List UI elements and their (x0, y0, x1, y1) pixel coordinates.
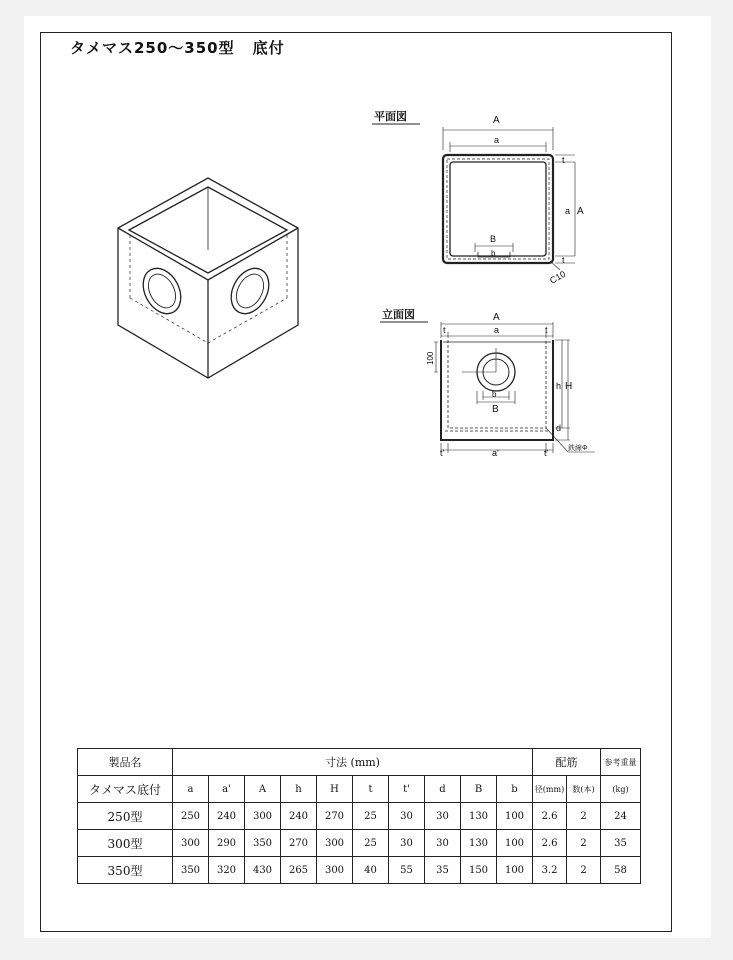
cell-weight: 58 (601, 857, 641, 884)
cell: 290 (209, 830, 245, 857)
cell: 240 (281, 803, 317, 830)
cell: 265 (281, 857, 317, 884)
cell-count: 2 (567, 803, 601, 830)
header-weight: 参考重量 (601, 749, 641, 776)
cell: 300 (317, 857, 353, 884)
elev-dim-t-left: t (443, 325, 446, 335)
cell: 30 (425, 830, 461, 857)
iso-left-hole-outer (136, 262, 189, 320)
plan-dim-A: A (493, 115, 500, 126)
subheader-col: B (461, 776, 497, 803)
subheader-col: a' (209, 776, 245, 803)
header-dimensions: 寸法 (mm) (173, 749, 533, 776)
cell: 40 (353, 857, 389, 884)
subheader-diameter: 径(mm) (533, 776, 567, 803)
elev-dim-t2-left: t' (440, 448, 445, 458)
elev-dim-B: B (492, 404, 499, 415)
cell-diameter: 2.6 (533, 830, 567, 857)
plan-dim-a-side: a (565, 206, 571, 216)
cell-weight: 35 (601, 830, 641, 857)
subheader-name: タメマス底付 (78, 776, 173, 803)
row-name: 250型 (78, 803, 173, 830)
cell-count: 2 (567, 857, 601, 884)
cell: 240 (209, 803, 245, 830)
cell-diameter: 2.6 (533, 803, 567, 830)
row-name: 350型 (78, 857, 173, 884)
plan-chamfer-leader (550, 261, 560, 270)
plan-hidden-line (447, 159, 549, 259)
cell: 30 (389, 830, 425, 857)
cell: 100 (497, 803, 533, 830)
subheader-col: h (281, 776, 317, 803)
subheader-col: t' (389, 776, 425, 803)
cell: 100 (497, 857, 533, 884)
table-row (78, 857, 641, 884)
plan-dim-B: B (490, 234, 497, 244)
cell: 25 (353, 830, 389, 857)
iso-left-hole-inner (143, 269, 181, 312)
cell: 30 (425, 803, 461, 830)
cell: 35 (425, 857, 461, 884)
subheader-col: H (317, 776, 353, 803)
subheader-count: 数(本) (567, 776, 601, 803)
spec-table (77, 748, 641, 884)
table-subheader-row (78, 776, 641, 803)
plan-dim-a: a (494, 135, 500, 145)
subheader-col: d (425, 776, 461, 803)
cell: 300 (245, 803, 281, 830)
table-header-row (78, 749, 641, 776)
elev-dim-h: h (556, 381, 562, 391)
elev-dim-H: H (565, 381, 573, 392)
elev-dim-t-right: t (545, 325, 548, 335)
subheader-unit: (kg) (601, 776, 641, 803)
isometric-view (118, 178, 298, 378)
plan-inner-wall (450, 162, 546, 256)
title-sub: 底付 (252, 39, 285, 57)
cell: 350 (245, 830, 281, 857)
table-row (78, 830, 641, 857)
plan-outer-wall (443, 155, 553, 263)
cell: 250 (173, 803, 209, 830)
elev-dim-A: A (493, 312, 500, 323)
subheader-col: a (173, 776, 209, 803)
cell-weight: 24 (601, 803, 641, 830)
iso-right-hole-outer (224, 262, 277, 320)
plan-dim-t-bottom: t (562, 255, 565, 265)
elevation-view (380, 307, 595, 458)
subheader-col: b (497, 776, 533, 803)
cell: 100 (497, 830, 533, 857)
elev-dim-a2: a' (492, 448, 499, 458)
cell: 350 (173, 857, 209, 884)
plan-dim-t-top: t (562, 155, 565, 165)
iso-right-hole-inner (231, 269, 269, 312)
cell-diameter: 3.2 (533, 857, 567, 884)
cell: 430 (245, 857, 281, 884)
cell: 320 (209, 857, 245, 884)
cell: 25 (353, 803, 389, 830)
header-product-name: 製品名 (78, 749, 173, 776)
plan-dim-c: C10 (548, 268, 568, 286)
elevation-view-label: 立面図 (382, 309, 415, 321)
elev-dim-100: 100 (426, 351, 435, 365)
elev-rebar-note: 鉄線Φ (568, 445, 588, 452)
header-rebar: 配筋 (533, 749, 601, 776)
cell: 300 (317, 830, 353, 857)
cell: 30 (389, 803, 425, 830)
cell: 150 (461, 857, 497, 884)
title-main: タメマス250～350型 (70, 39, 235, 57)
plan-view (372, 109, 584, 286)
plan-view-label: 平面図 (374, 111, 407, 123)
subheader-col: A (245, 776, 281, 803)
plan-dim-A-side: A (577, 206, 584, 217)
row-name: 300型 (78, 830, 173, 857)
elev-dim-b: b (492, 390, 497, 399)
subheader-col: t (353, 776, 389, 803)
cell: 300 (173, 830, 209, 857)
elev-outer-wall (441, 340, 553, 440)
elev-dim-t2-right: t' (544, 448, 549, 458)
cell: 130 (461, 803, 497, 830)
table-row (78, 803, 641, 830)
cell: 270 (281, 830, 317, 857)
elev-dim-a: a (494, 325, 500, 335)
cell: 55 (389, 857, 425, 884)
cell: 130 (461, 830, 497, 857)
plan-dim-b: b (491, 249, 496, 258)
cell-count: 2 (567, 830, 601, 857)
cell: 270 (317, 803, 353, 830)
elev-dim-d: d (556, 423, 562, 433)
